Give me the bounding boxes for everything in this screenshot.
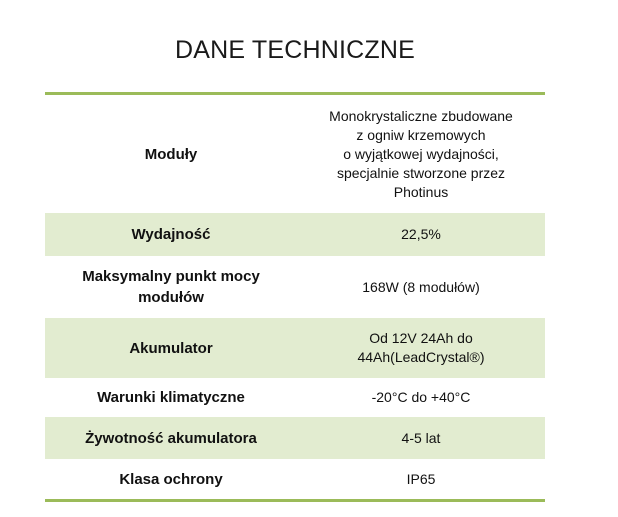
table-row bbox=[45, 378, 545, 417]
table-row bbox=[45, 459, 545, 499]
table-row bbox=[45, 95, 545, 213]
table-row bbox=[45, 417, 545, 459]
spec-label: Klasa ochrony bbox=[119, 470, 223, 488]
spec-value: IP65 bbox=[406, 470, 436, 487]
table-row bbox=[45, 213, 545, 256]
spec-value: -20°C do +40°C bbox=[371, 389, 471, 405]
spec-label: Akumulator bbox=[129, 339, 213, 357]
spec-label: Żywotność akumulatora bbox=[85, 429, 257, 447]
spec-value: 4-5 lat bbox=[401, 429, 441, 446]
page-title: DANE TECHNICZNE bbox=[174, 36, 416, 64]
table-row bbox=[45, 256, 545, 318]
spec-label: Warunki klimatyczne bbox=[97, 389, 245, 406]
spec-label: Maksymalny punkt mocy modułów bbox=[82, 268, 260, 306]
spec-label: Wydajność bbox=[131, 226, 211, 243]
spec-value: Monokrystaliczne zbudowane z ogniw krzemowych o wyjątkowej wydajności, specjalnie stworzone przez Photinus bbox=[329, 107, 513, 200]
table-row bbox=[45, 318, 545, 378]
spec-value: 22,5% bbox=[401, 226, 441, 242]
spec-value: Od 12V 24Ah do 44Ah(LeadCrystal®) bbox=[357, 330, 485, 365]
spec-table bbox=[45, 92, 545, 502]
spec-label: Moduły bbox=[144, 145, 198, 163]
spec-value: 168W (8 modułów) bbox=[362, 278, 480, 295]
